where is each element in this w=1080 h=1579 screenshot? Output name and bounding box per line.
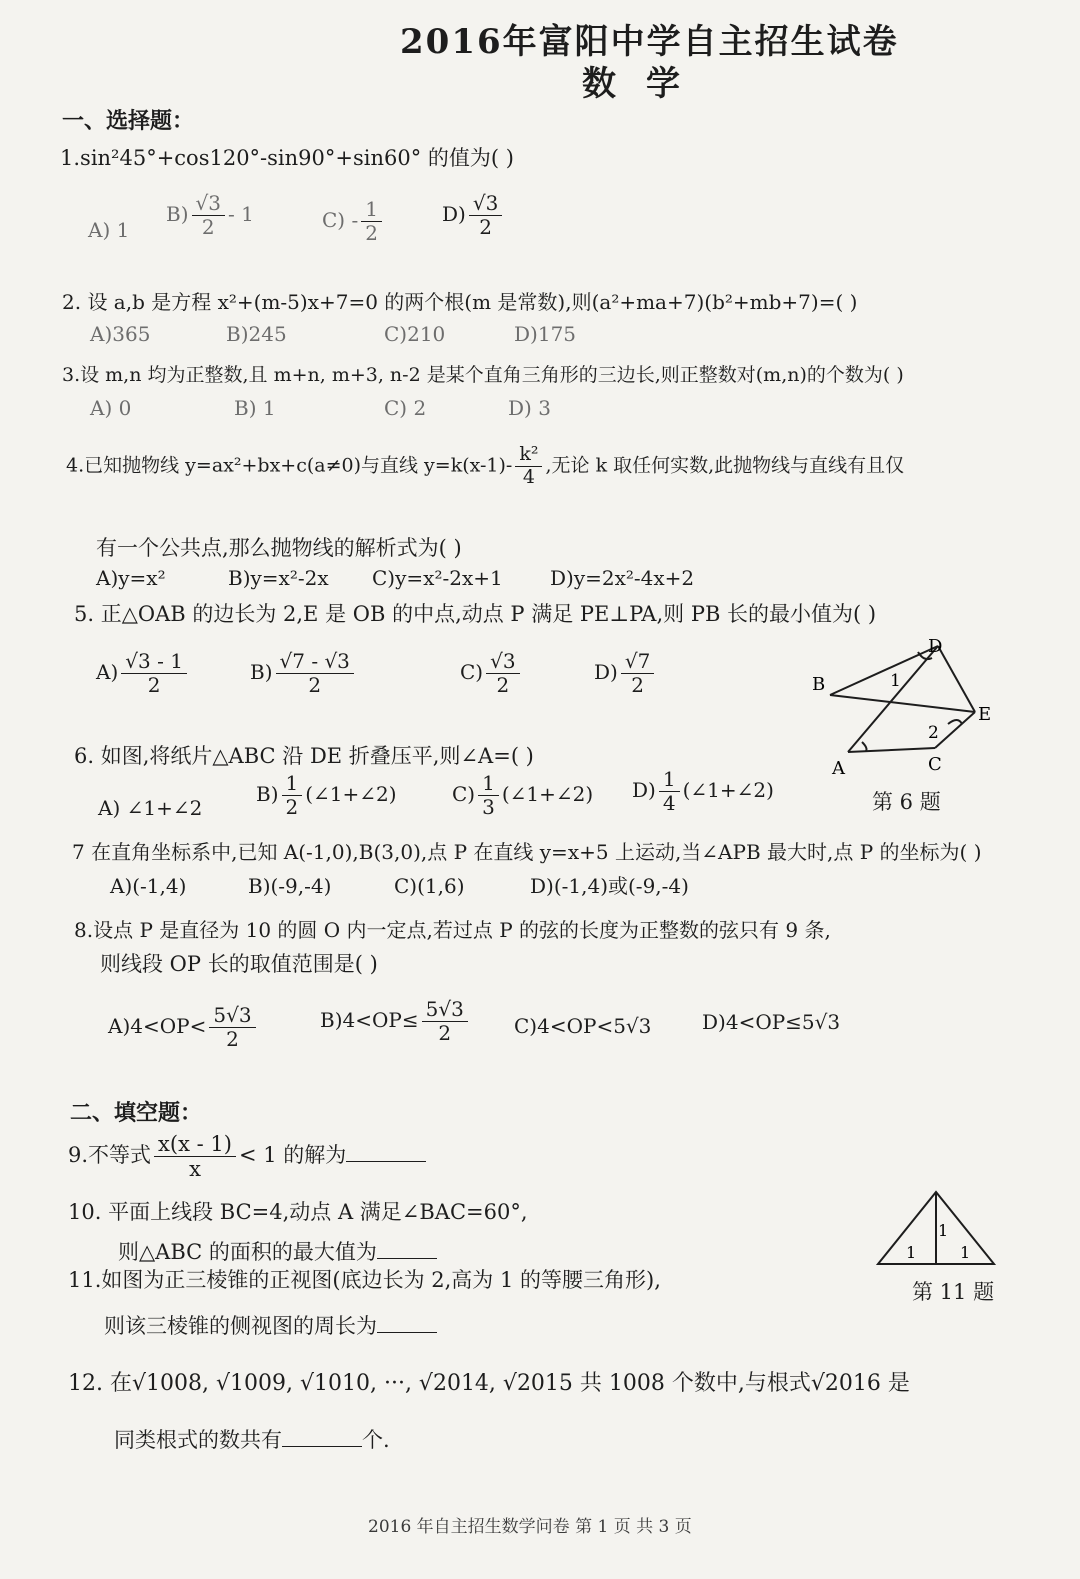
q5-c-den: 2: [496, 673, 510, 697]
section-fill-title: 二、填空题：: [70, 1100, 203, 1126]
q6-option-c: [452, 772, 593, 819]
q5-option-b: [250, 650, 357, 697]
q10-answer-blank[interactable]: [377, 1240, 437, 1259]
q8-b-prefix: B)4<OP≤: [320, 1008, 419, 1032]
q3-option-a: A) 0: [90, 396, 132, 420]
q1-c-den: 2: [365, 221, 378, 245]
q8-option-d: D)4<OP≤5√3: [702, 1010, 841, 1034]
q1-option-b: [166, 192, 254, 239]
q6-b-num: 1: [282, 772, 303, 796]
q11-label-left: 1: [906, 1243, 917, 1262]
q1-option-d: [442, 192, 505, 239]
q11-label-right: 1: [960, 1243, 971, 1262]
q4-stem-line1: [66, 444, 904, 489]
q1-c-prefix: C) -: [322, 208, 359, 232]
q6-c-den: 3: [482, 795, 495, 819]
q11-line1: 11.如图为正三棱锥的正视图(底边长为 2,高为 1 的等腰三角形),: [68, 1268, 661, 1292]
q6-option-b: [256, 772, 397, 819]
q8-option-c: C)4<OP<5√3: [514, 1014, 652, 1038]
q6-segment-ce: [935, 712, 975, 748]
q5-stem: 5. 正△OAB 的边长为 2,E 是 OB 的中点,动点 P 满足 PE⊥PA,则 PB 长的最小值为( ): [74, 602, 877, 626]
q4-stem-b: ,无论 k 取任何实数,此抛物线与直线有且仅: [545, 454, 905, 477]
q5-c-prefix: C): [460, 660, 484, 684]
q4-k-den: 4: [522, 465, 535, 488]
q6-option-a: A) ∠1+∠2: [98, 796, 203, 820]
q9-num: x(x - 1): [154, 1132, 236, 1157]
q3-option-c: C) 2: [384, 396, 427, 420]
q11-line2-text: 则该三棱锥的侧视图的周长为: [104, 1314, 377, 1338]
q6-c-prefix: C): [452, 782, 476, 806]
q5-d-prefix: D): [594, 660, 618, 684]
q12-line1: 12. 在√1008, √1009, √1010, ···, √2014, √2015 共 1008 个数中,与根式√2016 是: [68, 1371, 910, 1396]
q8-b-num: 5√3: [422, 998, 468, 1022]
q5-a-num: √3 - 1: [121, 650, 187, 674]
q4-stem-line2: 有一个公共点,那么抛物线的解析式为( ): [96, 536, 462, 560]
q6-label-a: A: [832, 758, 845, 779]
q4-option-a: A)y=x²: [96, 566, 166, 590]
q1-b-suffix: - 1: [227, 202, 254, 226]
q10-line1: 10. 平面上线段 BC=4,动点 A 满足∠BAC=60°,: [68, 1200, 528, 1224]
page-footer: 2016 年自主招生数学问卷 第 1 页 共 3 页: [368, 1517, 692, 1537]
q3-option-b: B) 1: [234, 396, 276, 420]
q5-b-den: 2: [308, 673, 322, 697]
q9-den: x: [189, 1157, 201, 1182]
q2-option-d: D)175: [514, 322, 577, 346]
q2-stem: 2. 设 a,b 是方程 x²+(m-5)x+7=0 的两个根(m 是常数),则(a²+ma+7)(b²+mb+7)=( ): [62, 290, 858, 314]
q11-answer-blank[interactable]: [377, 1314, 437, 1333]
q8-a-den: 2: [226, 1027, 239, 1051]
q1-d-den: 2: [479, 215, 492, 239]
q6-label-d: D: [928, 636, 943, 657]
q1-d-num: √3: [469, 192, 502, 216]
q5-b-prefix: B): [250, 660, 273, 684]
q8-stem-line1: 8.设点 P 是直径为 10 的圆 O 内一定点,若过点 P 的弦的长度为正整数的弦只有 9 条,: [74, 918, 831, 942]
q2-option-b: B)245: [226, 322, 287, 346]
q7-option-a: A)(-1,4): [110, 874, 187, 898]
section-choice-title: 一、选择题：: [62, 108, 195, 134]
q6-segment-bd: [830, 646, 938, 695]
q9-line: [68, 1132, 426, 1181]
q7-option-b: B)(-9,-4): [248, 874, 332, 898]
q11-figure: [872, 1188, 1000, 1270]
q4-k-num: k²: [515, 444, 542, 467]
q6-label-e: E: [978, 704, 992, 725]
q8-stem-line2: 则线段 OP 长的取值范围是( ): [100, 952, 378, 976]
q1-stem: 1.sin²45°+cos120°-sin90°+sin60° 的值为( ): [60, 146, 514, 170]
q10-line2: [118, 1236, 437, 1266]
q1-d-prefix: D): [442, 202, 466, 226]
q12-answer-blank[interactable]: [282, 1428, 362, 1447]
q1-b-den: 2: [201, 215, 215, 239]
q5-d-num: √7: [621, 650, 654, 674]
q8-a-num: 5√3: [209, 1004, 255, 1028]
q5-d-den: 2: [631, 673, 644, 697]
q6-figure-caption: 第 6 题: [872, 790, 941, 814]
q11-line2: [104, 1310, 437, 1340]
q8-option-b: [320, 998, 471, 1045]
q8-a-prefix: A)4<OP<: [108, 1014, 207, 1038]
q6-label-c: C: [928, 754, 942, 775]
q6-d-suffix: (∠1+∠2): [682, 778, 774, 802]
q8-b-den: 2: [438, 1021, 452, 1045]
q5-a-prefix: A): [96, 660, 119, 684]
q5-option-c: [460, 650, 523, 697]
q6-segment-be: [830, 695, 975, 712]
q11-figure-caption: 第 11 题: [912, 1280, 995, 1304]
q6-segment-de: [938, 646, 975, 712]
q6-b-suffix: (∠1+∠2): [305, 782, 397, 806]
exam-title: 2016年富阳中学自主招生试卷: [400, 22, 899, 62]
q7-option-c: C)(1,6): [394, 874, 465, 898]
q6-b-den: 2: [285, 795, 299, 819]
q4-option-b: B)y=x²-2x: [228, 566, 329, 590]
q11-label-height: 1: [938, 1221, 949, 1240]
q1-c-num: 1: [361, 198, 382, 222]
q7-option-d: D)(-1,4)或(-9,-4): [530, 874, 689, 898]
q1-option-a: A) 1: [88, 218, 130, 242]
q4-option-d: D)y=2x²-4x+2: [550, 566, 695, 590]
q2-option-c: C)210: [384, 322, 446, 346]
q6-option-d: [632, 768, 774, 815]
q9-suffix: < 1 的解为: [238, 1143, 347, 1168]
q7-stem: 7 在直角坐标系中,已知 A(-1,0),B(3,0),点 P 在直线 y=x+5 上运动,当∠APB 最大时,点 P 的坐标为( ): [72, 840, 982, 864]
q8-option-a: [108, 1004, 259, 1051]
q3-stem: 3.设 m,n 均为正整数,且 m+n, m+3, n-2 是某个直角三角形的三边长,则正整数对(m,n)的个数为( ): [62, 364, 904, 386]
q9-prefix: 9.不等式: [68, 1143, 152, 1168]
q12-line2: [114, 1424, 390, 1454]
q5-option-a: [96, 650, 190, 697]
q6-label-b: B: [812, 674, 826, 695]
q6-d-den: 4: [662, 791, 676, 815]
q3-option-d: D) 3: [508, 396, 551, 420]
q6-angle2-arc: [948, 720, 962, 724]
exam-subject: 数学: [582, 64, 710, 104]
q1-option-c: [322, 198, 385, 245]
q12-line2-text-a: 同类根式的数共有: [114, 1428, 282, 1452]
q6-b-prefix: B): [256, 782, 279, 806]
q6-stem: 6. 如图,将纸片△ABC 沿 DE 折叠压平,则∠A=( ): [74, 744, 534, 768]
q5-a-den: 2: [147, 673, 161, 697]
q6-d-prefix: D): [632, 778, 656, 802]
q10-line2-text: 则△ABC 的面积的最大值为: [118, 1240, 377, 1264]
q4-option-c: C)y=x²-2x+1: [372, 566, 503, 590]
q2-option-a: A)365: [90, 322, 151, 346]
q12-line2-text-b: 个.: [362, 1428, 390, 1452]
q6-c-num: 1: [478, 772, 499, 796]
q6-segment-ac: [848, 748, 935, 752]
q5-c-num: √3: [486, 650, 519, 674]
q5-b-num: √7 - √3: [276, 650, 354, 674]
q9-answer-blank[interactable]: [346, 1143, 426, 1162]
q6-label-angle1: 1: [890, 671, 901, 691]
q6-angle-a-arc: [862, 742, 867, 751]
q1-b-prefix: B): [166, 202, 189, 226]
q5-option-d: [594, 650, 657, 697]
q6-d-num: 1: [659, 768, 680, 792]
q6-label-angle2: 2: [928, 723, 939, 743]
q4-stem-a: 4.已知抛物线 y=ax²+bx+c(a≠0)与直线 y=k(x-1)-: [66, 454, 513, 477]
q6-c-suffix: (∠1+∠2): [501, 782, 594, 806]
q1-b-num: √3: [192, 192, 225, 216]
